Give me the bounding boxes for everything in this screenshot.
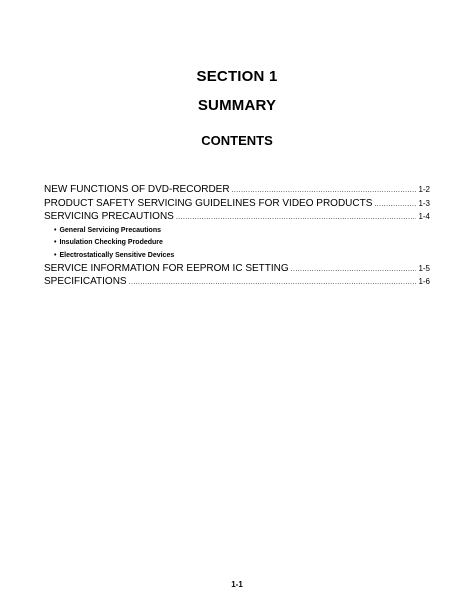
page-number: 1-1	[231, 580, 243, 589]
toc-sub-item	[44, 237, 430, 250]
toc-entry-label: NEW FUNCTIONS OF DVD-RECORDER	[44, 184, 230, 195]
toc-sub-item	[44, 225, 430, 238]
toc-entry-page: 1-5	[418, 263, 430, 273]
toc-entry-page: 1-2	[418, 185, 430, 194]
bullet-icon: •	[54, 239, 57, 247]
toc-entry-page: 1-3	[418, 198, 430, 208]
bullet-icon: •	[54, 251, 57, 259]
toc-entry-label: SERVICING PRECAUTIONS	[44, 211, 174, 223]
toc-sub-item-label: Electrostatically Sensitive Devices	[59, 251, 175, 259]
table-of-contents	[44, 184, 430, 290]
dot-leader	[129, 277, 417, 290]
toc-entry-label: SPECIFICATIONS	[44, 276, 127, 288]
toc-entry-label: PRODUCT SAFETY SERVICING GUIDELINES FOR VIDEO PRODUCTS	[44, 197, 373, 209]
toc-sub-item-label: General Servicing Precautions	[59, 226, 161, 234]
toc-entry	[44, 276, 430, 290]
toc-entry	[44, 184, 430, 198]
toc-entry-page: 1-6	[418, 277, 430, 287]
toc-entry	[44, 198, 430, 212]
toc-sub-item-label: Insulation Checking Prodedure	[59, 239, 163, 247]
dot-leader	[176, 212, 417, 225]
dot-leader	[374, 199, 416, 212]
toc-entry	[44, 263, 430, 277]
toc-entry	[44, 211, 430, 225]
dot-leader	[291, 264, 417, 277]
toc-entry-label: SERVICE INFORMATION FOR EEPROM IC SETTING	[44, 262, 289, 274]
toc-entry-page: 1-4	[418, 212, 430, 222]
section-number: SECTION 1	[196, 68, 278, 85]
bullet-icon: •	[54, 226, 57, 234]
section-title: SUMMARY	[197, 97, 277, 114]
contents-heading: CONTENTS	[201, 133, 273, 148]
toc-sub-item	[44, 250, 430, 263]
dot-leader	[232, 185, 417, 198]
